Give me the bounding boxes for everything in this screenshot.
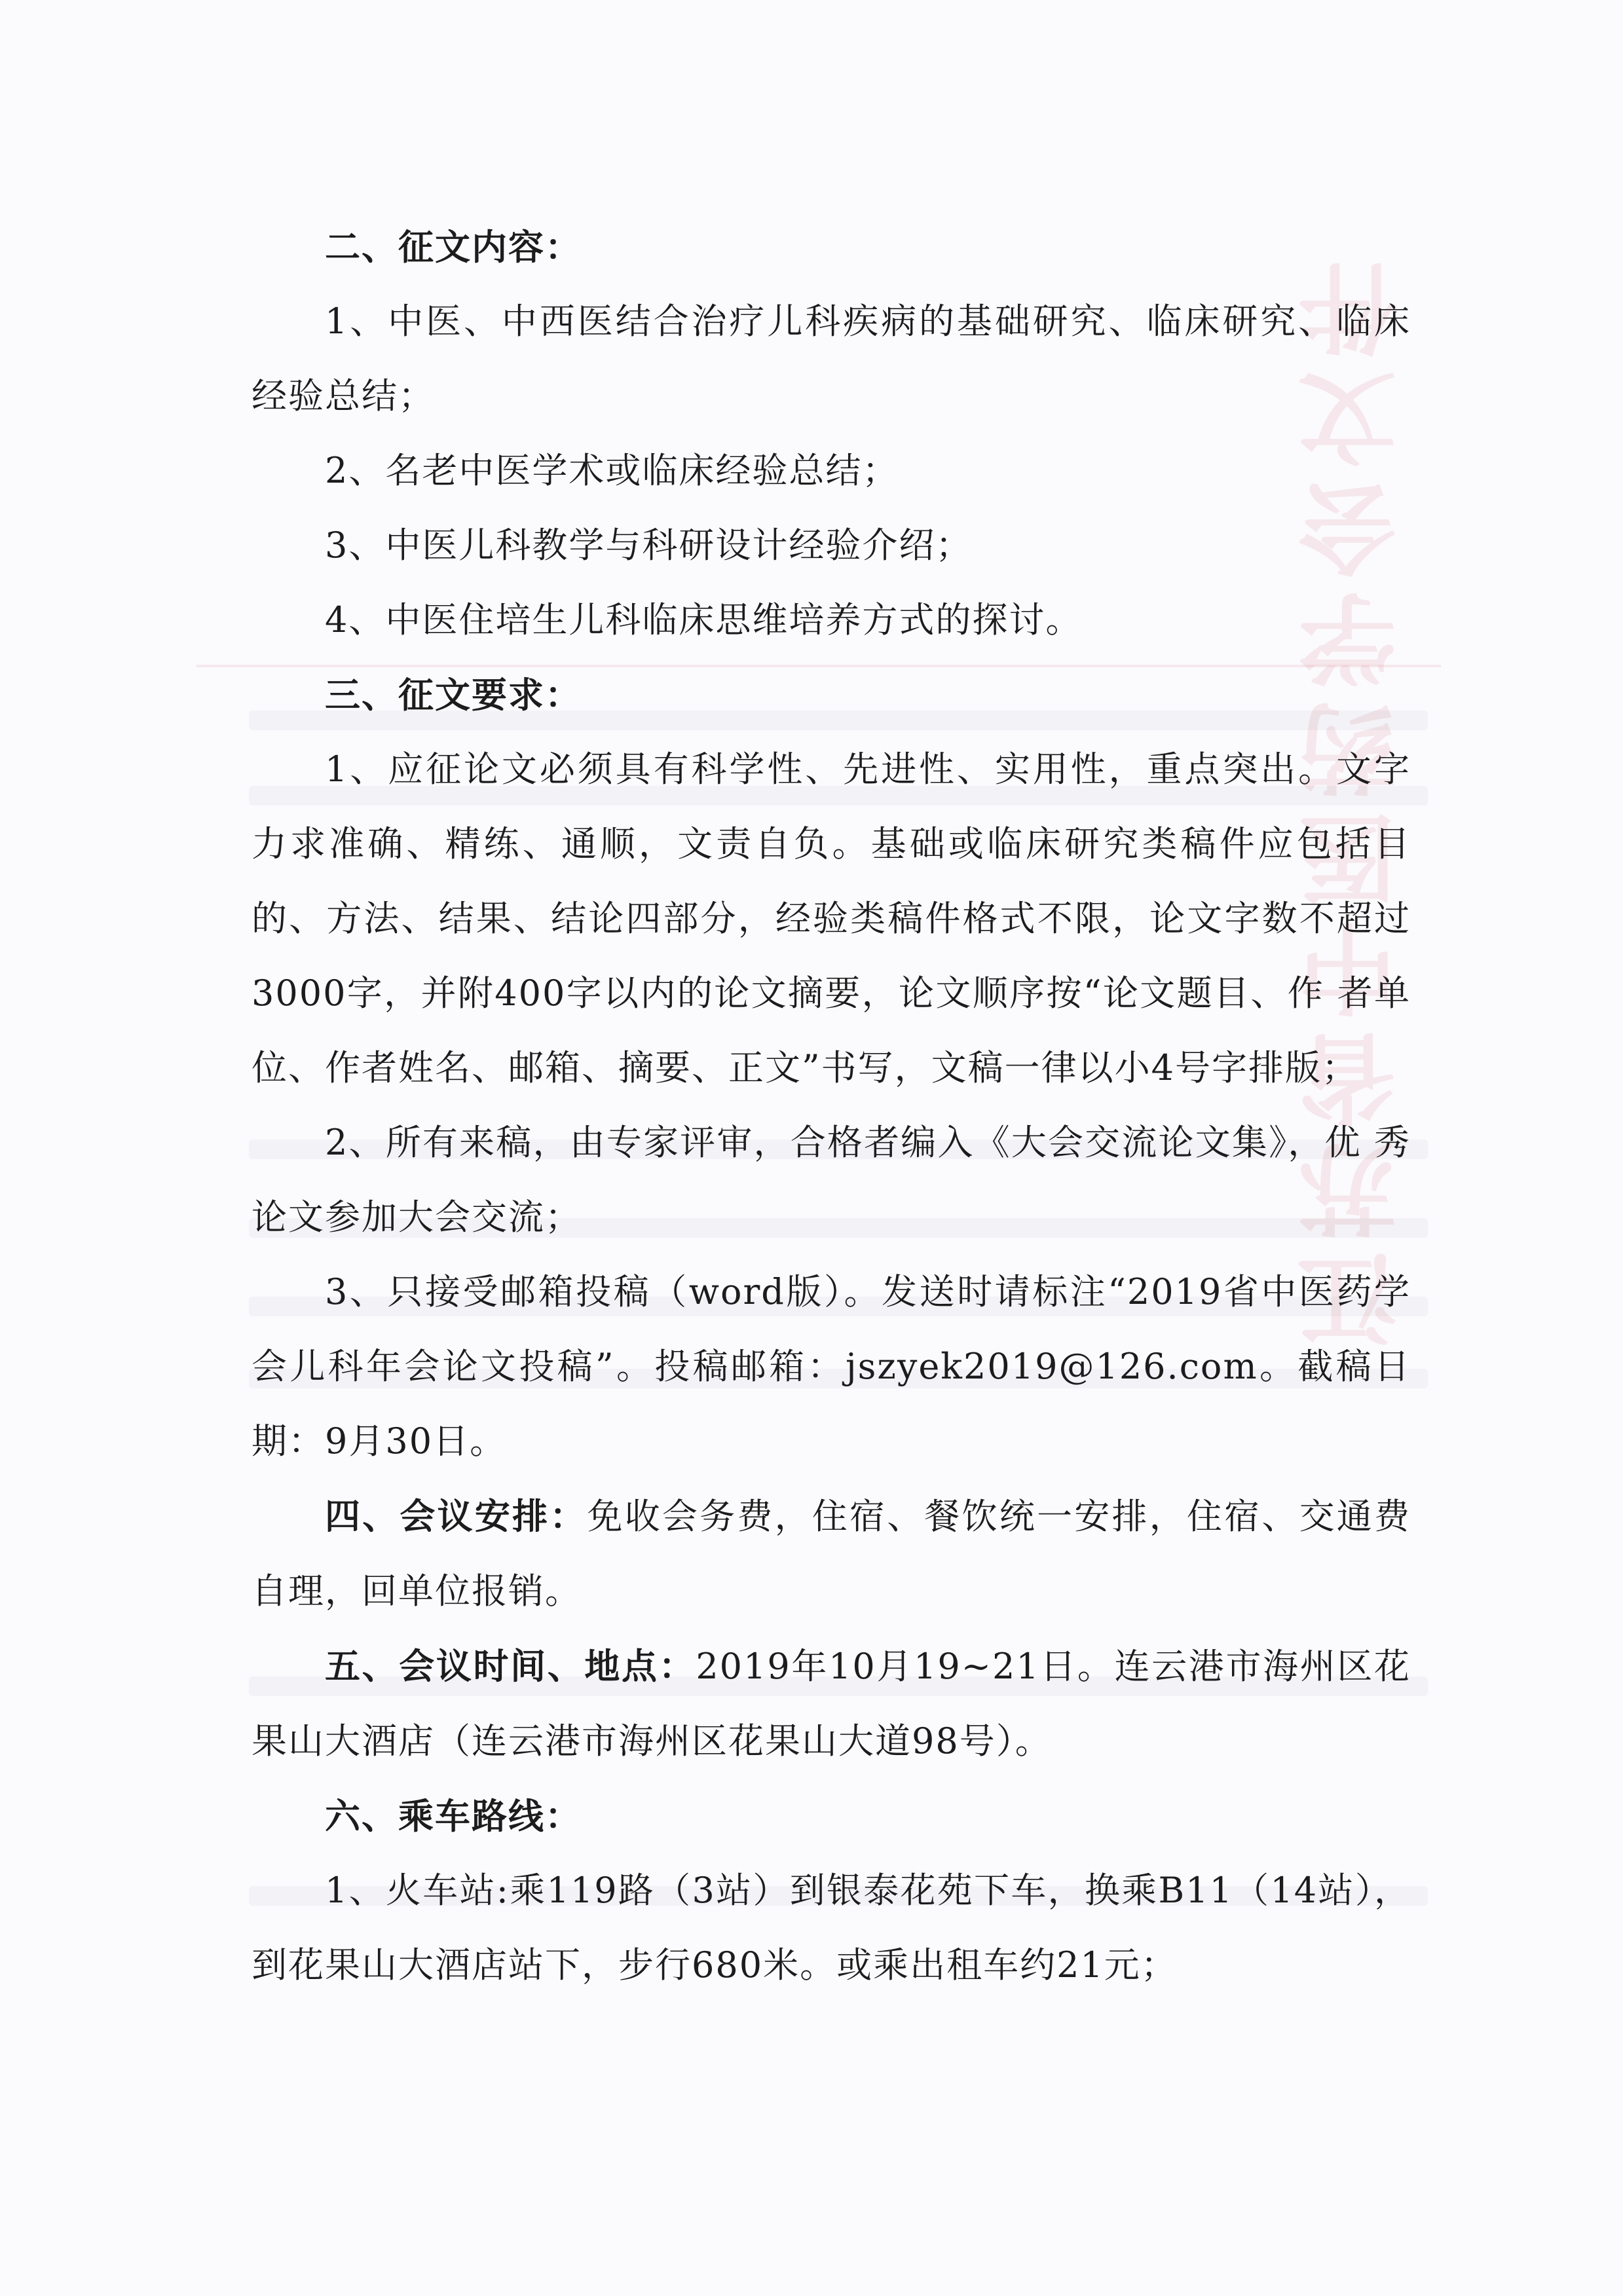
section-heading: 三、征文要求： (325, 674, 582, 716)
list-item: 3、中医儿科教学与科研设计经验介绍； (325, 525, 973, 566)
paragraph (252, 1629, 1411, 1779)
section-transport-routes (252, 1779, 1411, 2003)
list-item: 3、只接受邮箱投稿（word版）。发送时请标注“2019省中医药学会儿科年会论文投稿”。投稿邮箱：jszyek2019@126.com。截稿日期：9月30日。 (252, 1271, 1411, 1462)
list-item: 4、中医住培生儿科临床思维培养方式的探讨。 (325, 599, 1083, 640)
paragraph (252, 1479, 1411, 1629)
section-time-venue (252, 1629, 1411, 1779)
document-page (252, 210, 1411, 2003)
list-item: 2、名老中医学术或临床经验总结； (325, 450, 899, 491)
section-label: 四、会议安排： (325, 1495, 588, 1537)
section-text: 免收会务费，住宿、餐饮统一安排，住宿、交通费自理，回单位报销。 (252, 1496, 1411, 1612)
list-item: 1、火车站:乘119路（3站）到银泰花苑下车，换乘B11（14站），到花果山大酒店站下，步行680米。或乘出租车约21元； (252, 1870, 1411, 1986)
section-submission-content (252, 210, 1411, 657)
section-heading: 六、乘车路线： (325, 1795, 582, 1837)
list-item: 1、中医、中西医结合治疗儿科疾病的基础研究、临床研究、临床经验总结； (252, 301, 1411, 417)
section-submission-requirements (252, 657, 1411, 1479)
list-item: 2、所有来稿，由专家评审，合格者编入《大会交流论文集》，优 秀论文参加大会交流； (252, 1122, 1411, 1238)
section-meeting-arrangement (252, 1479, 1411, 1629)
section-text: 2019年10月19~21日。连云港市海州区花果山大酒店（连云港市海州区花果山大道98号）。 (252, 1646, 1411, 1762)
bleed-through-letterhead: 江苏省中医药学会文件 (1298, 249, 1413, 1349)
section-heading: 二、征文内容： (325, 226, 582, 268)
list-item: 1、应征论文必须具有科学性、先进性、实用性，重点突出。文字力求准确、精练、通顺，文责自负。基础或临床研究类稿件应包括目的、方法、结果、结论四部分，经验类稿件格式不限，论文字数不超过3000字，并附400字以内的论文摘要，论文顺序按“论文题目、作 者单位、作者姓名、邮箱、摘要、正文”书写，文稿一律以小4号字排版； (252, 749, 1411, 1088)
section-label: 五、会议时间、地点： (325, 1645, 696, 1687)
